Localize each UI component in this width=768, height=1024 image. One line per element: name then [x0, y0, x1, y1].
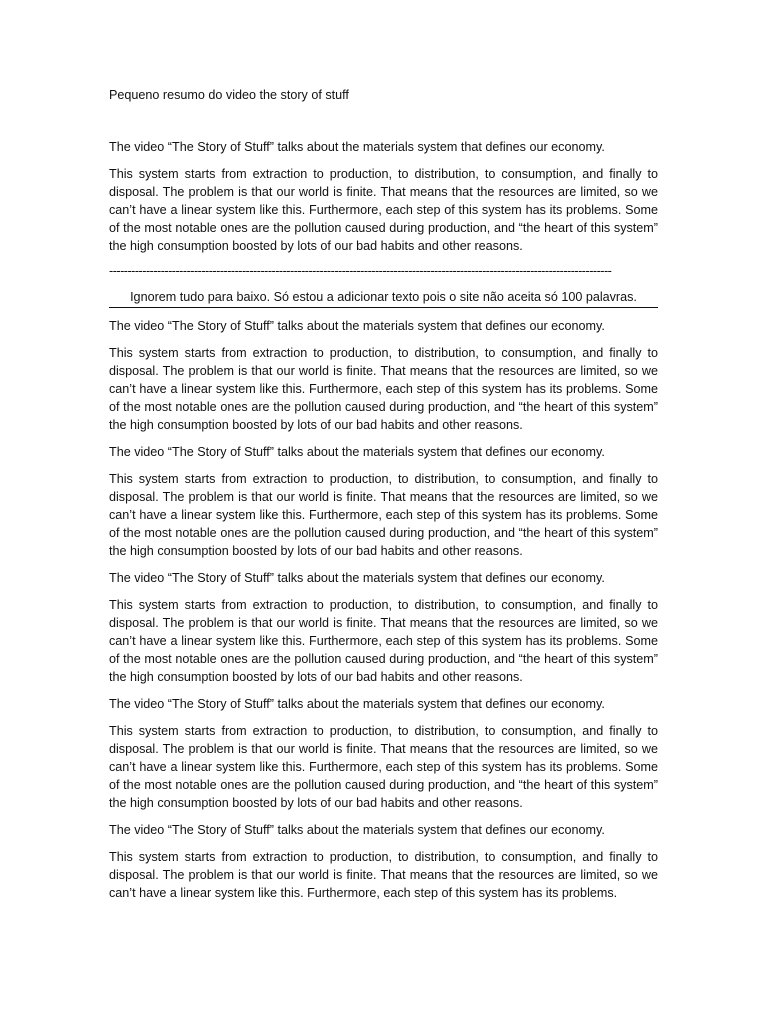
repeated-paragraph: This system starts from extraction to production, to distribution, to consumption, and finally to disposal. The problem is that our world is finite. That means that the resources are limited, so we can’t have a linear system like this. Furthermore, each step of this system has its problems. Some of the most notable ones are the pollution caused during production, and “the heart of this system” the high consumption boosted by lots of our bad habits and other reasons.: [109, 472, 658, 558]
document-title: Pequeno resumo do video the story of stuff: [109, 88, 349, 102]
repeated-sentence: The video “The Story of Stuff” talks about the materials system that defines our economy.: [109, 571, 605, 585]
repeated-sentence: The video “The Story of Stuff” talks about the materials system that defines our economy.: [109, 823, 605, 837]
repeated-paragraph: This system starts from extraction to production, to distribution, to consumption, and finally to disposal. The problem is that our world is finite. That means that the resources are limited, so we can’t have a linear system like this. Furthermore, each step of this system has its problems. Some of the most notable ones are the pollution caused during production, and “the heart of this system” the high consumption boosted by lots of our bad habits and other reasons.: [109, 346, 658, 432]
repeated-sentence: The video “The Story of Stuff” talks about the materials system that defines our economy.: [109, 319, 605, 333]
dashed-separator: ----------------------------------------------------------------------------------------------------------------------------------------: [109, 264, 612, 278]
repeated-paragraph: This system starts from extraction to production, to distribution, to consumption, and finally to disposal. The problem is that our world is finite. That means that the resources are limited, so we can’t have a linear system like this. Furthermore, each step of this system has its problems. Some of the most notable ones are the pollution caused during production, and “the heart of this system” the high consumption boosted by lots of our bad habits and other reasons.: [109, 598, 658, 684]
body-paragraph: This system starts from extraction to production, to distribution, to consumption, and finally to disposal. The problem is that our world is finite. That means that the resources are limited, so we can’t have a linear system like this. Furthermore, each step of this system has its problems. Some of the most notable ones are the pollution caused during production, and “the heart of this system” the high consumption boosted by lots of our bad habits and other reasons.: [109, 167, 658, 253]
document-body: [109, 86, 658, 911]
repeated-sentence: The video “The Story of Stuff” talks about the materials system that defines our economy.: [109, 697, 605, 711]
intro-sentence: The video “The Story of Stuff” talks about the materials system that defines our economy.: [109, 140, 605, 154]
notice-line: Ignorem tudo para baixo. Só estou a adicionar texto pois o site não aceita só 100 palavras.: [109, 288, 658, 308]
repeated-paragraph: This system starts from extraction to production, to distribution, to consumption, and finally to disposal. The problem is that our world is finite. That means that the resources are limited, so we can’t have a linear system like this. Furthermore, each step of this system has its problems. Some of the most notable ones are the pollution caused during production, and “the heart of this system” the high consumption boosted by lots of our bad habits and other reasons.: [109, 724, 658, 810]
repeated-sentence: The video “The Story of Stuff” talks about the materials system that defines our economy.: [109, 445, 605, 459]
repeated-paragraph: This system starts from extraction to production, to distribution, to consumption, and finally to disposal. The problem is that our world is finite. That means that the resources are limited, so we can’t have a linear system like this. Furthermore, each step of this system has its problems.: [109, 850, 658, 900]
